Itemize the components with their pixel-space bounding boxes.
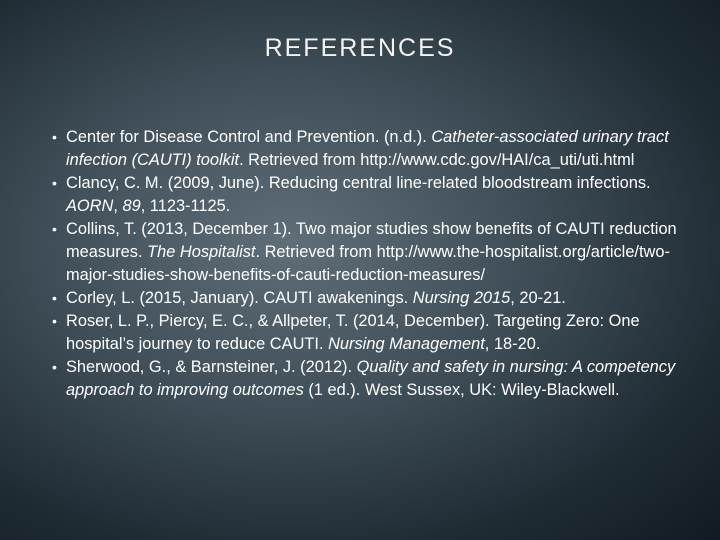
reference-item: • Collins, T. (2013, December 1). Two major studies show benefits of CAUTI reduction measures. The Hospitalist. Retrieved from http://www.the-hospitalist.org/article/two-major-studies-show-benefits-of-cauti-reduction-measures/ bbox=[52, 218, 692, 287]
reference-item: • Sherwood, G., & Barnsteiner, J. (2012). Quality and safety in nursing: A competency approach to improving outcomes (1 ed.). West Sussex, UK: Wiley-Blackwell. bbox=[52, 356, 692, 402]
reference-item: • Corley, L. (2015, January). CAUTI awakenings. Nursing 2015, 20-21. bbox=[52, 287, 692, 310]
slide-title: REFERENCES bbox=[264, 34, 456, 62]
reference-item: • Center for Disease Control and Prevention. (n.d.). Catheter-associated urinary tract infection (CAUTI) toolkit. Retrieved from http://www.cdc.gov/HAI/ca_uti/uti.html bbox=[52, 126, 692, 172]
reference-item: • Roser, L. P., Piercy, E. C., & Allpeter, T. (2014, December). Targeting Zero: One hospital’s journey to reduce CAUTI. Nursing Management, 18-20. bbox=[52, 310, 692, 356]
reference-item: • Clancy, C. M. (2009, June). Reducing central line-related bloodstream infections. AORN, 89, 1123-1125. bbox=[52, 172, 692, 218]
reference-list bbox=[52, 126, 692, 402]
